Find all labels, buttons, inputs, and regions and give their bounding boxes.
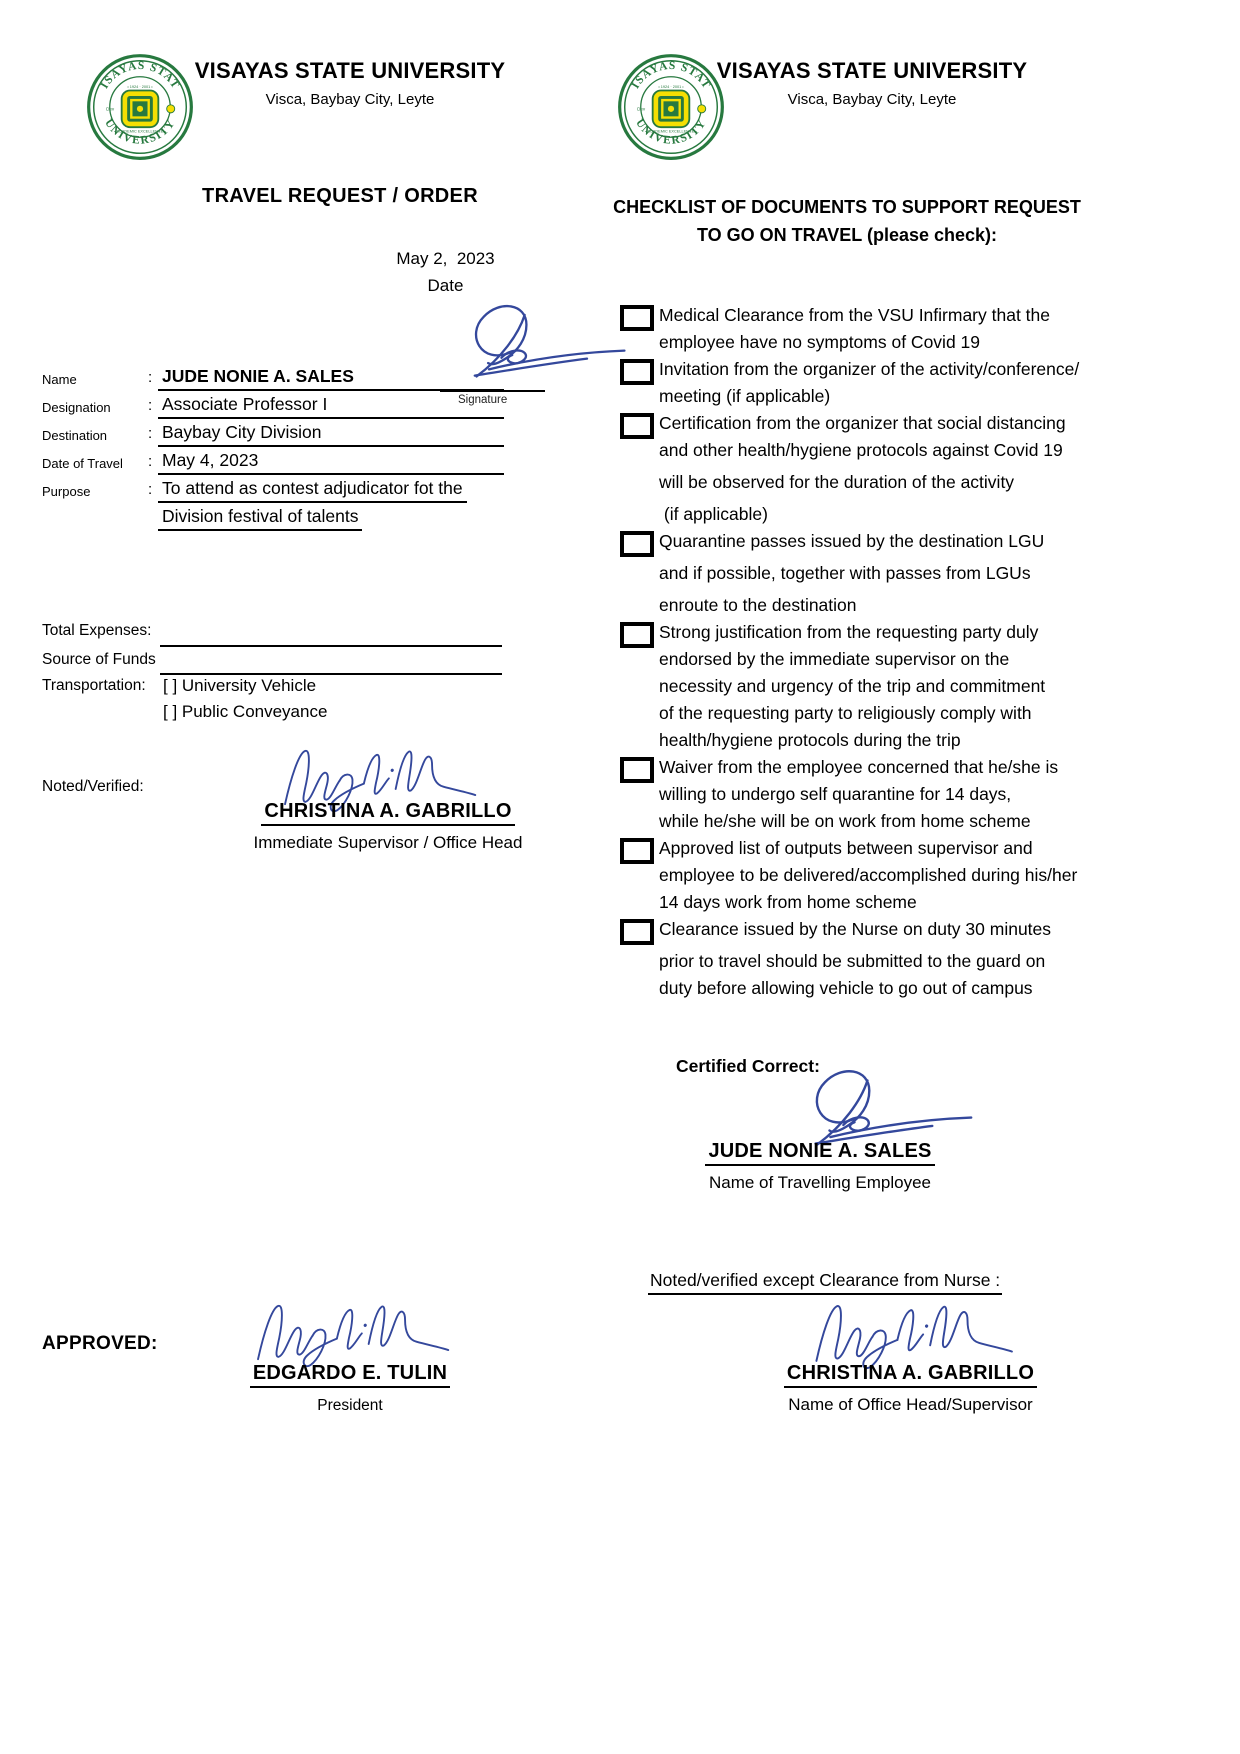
transportation-label: Transportation: (42, 677, 146, 694)
checklist-line: endorsed by the immediate supervisor on the (659, 649, 1010, 669)
checkbox[interactable] (620, 919, 654, 945)
checklist-line: of the requesting party to religiously comply with (659, 703, 1032, 723)
checklist-line: employee have no symptoms of Covid 19 (659, 332, 980, 352)
checkbox[interactable] (620, 305, 654, 331)
university-name: VISAYAS STATE UNIVERSITY (716, 58, 1028, 83)
checklist-item-certification (620, 410, 1170, 528)
field-value-name[interactable]: JUDE NONIE A. SALES (158, 366, 504, 391)
field-colon: : (148, 397, 153, 414)
noted-verified-block (212, 800, 564, 853)
checklist-title-line2: TO GO ON TRAVEL (please check): (696, 225, 998, 245)
president-signature-image (228, 1297, 476, 1369)
noted-verified-label: Noted/Verified: (42, 778, 144, 795)
checklist-line: prior to travel should be submitted to the guard on (659, 951, 1046, 971)
certified-correct-label: Certified Correct: (676, 1056, 820, 1076)
approved-label: APPROVED: (42, 1333, 158, 1354)
checklist-line: and other health/hygiene protocols against Covid 19 (659, 440, 1063, 460)
checkbox[interactable] (620, 757, 654, 783)
total-expenses-line[interactable] (160, 645, 502, 647)
checklist-line: while he/she will be on work from home scheme (659, 811, 1031, 831)
office-head-name: CHRISTINA A. GABRILLO (784, 1362, 1037, 1388)
travelling-employee-caption: Name of Travelling Employee (708, 1173, 932, 1192)
checkbox[interactable] (620, 531, 654, 557)
field-colon: : (148, 453, 153, 470)
checklist-item-nurse-clearance (620, 916, 1170, 1002)
field-value-purpose-line1[interactable]: To attend as contest adjudicator fot the (158, 478, 467, 503)
header-right (712, 58, 1032, 108)
signature-caption: Signature (458, 394, 508, 406)
checklist-line: health/hygiene protocols during the trip (659, 730, 961, 750)
header-left (190, 58, 510, 108)
field-colon: : (148, 369, 153, 386)
checklist-line: Certification from the organizer that social distancing (659, 413, 1066, 433)
checklist-items (620, 302, 1170, 1002)
checklist-title (566, 193, 1128, 249)
checklist-title-line1: CHECKLIST OF DOCUMENTS TO SUPPORT REQUEST (613, 197, 1081, 217)
checklist-item-quarantine-passes (620, 528, 1170, 619)
supervisor-title: Immediate Supervisor / Office Head (253, 833, 523, 852)
checklist-line: duty before allowing vehicle to go out of campus (659, 978, 1033, 998)
field-colon: : (148, 425, 153, 442)
checkbox[interactable] (620, 413, 654, 439)
checklist-line: necessity and urgency of the trip and commitment (659, 676, 1046, 696)
field-label-designation: Designation (42, 400, 111, 415)
checkbox[interactable] (620, 838, 654, 864)
checklist-line: Strong justification from the requesting party duly (659, 622, 1039, 642)
office-head-signature-image (782, 1297, 1044, 1371)
checklist-line: enroute to the destination (659, 595, 857, 615)
checklist-line: Medical Clearance from the VSU Infirmary that the (659, 305, 1050, 325)
checklist-line: 14 days work from home scheme (659, 892, 917, 912)
field-label-name: Name (42, 372, 77, 387)
field-value-designation[interactable]: Associate Professor I (158, 394, 504, 419)
supervisor-name: CHRISTINA A. GABRILLO (261, 800, 514, 826)
checklist-item-waiver (620, 754, 1170, 835)
transport-option-public-conveyance[interactable]: [ ] Public Conveyance (163, 702, 328, 721)
university-seal-left (85, 52, 195, 162)
university-address: Visca, Baybay City, Leyte (787, 91, 957, 108)
certified-correct-block (645, 1140, 995, 1193)
university-name: VISAYAS STATE UNIVERSITY (194, 58, 506, 83)
checklist-item-medical-clearance (620, 302, 1170, 356)
field-label-purpose: Purpose (42, 484, 91, 499)
president-name: EDGARDO E. TULIN (250, 1362, 450, 1388)
checklist-line: employee to be delivered/accomplished during his/her (659, 865, 1078, 885)
office-head-caption: Name of Office Head/Supervisor (788, 1395, 1033, 1414)
total-expenses-label: Total Expenses: (42, 622, 152, 639)
checklist-line: willing to undergo self quarantine for 14 days, (659, 784, 1012, 804)
approved-block (175, 1362, 525, 1415)
checkbox[interactable] (620, 359, 654, 385)
travel-request-title: TRAVEL REQUEST / ORDER (202, 185, 478, 207)
president-caption: President (317, 1397, 383, 1414)
checklist-line: Invitation from the organizer of the activity/conference/ (659, 359, 1080, 379)
checklist-item-invitation (620, 356, 1170, 410)
travelling-employee-name: JUDE NONIE A. SALES (705, 1140, 934, 1166)
checklist-line: will be observed for the duration of the activity (659, 472, 1015, 492)
field-value-purpose-line2[interactable]: Division festival of talents (158, 506, 362, 531)
checklist-item-approved-outputs (620, 835, 1170, 916)
checklist-line: Approved list of outputs between supervisor and (659, 838, 1033, 858)
transport-option-university-vehicle[interactable]: [ ] University Vehicle (163, 676, 317, 695)
request-date-value: May 2, 2023 (396, 249, 495, 268)
checklist-line: (if applicable) (659, 504, 768, 524)
traveller-signature-image (748, 1062, 998, 1150)
request-date-label: Date (427, 276, 464, 295)
source-of-funds-line[interactable] (160, 673, 502, 675)
university-seal-right (616, 52, 726, 162)
office-head-block (733, 1362, 1088, 1415)
checklist-item-strong-justification (620, 619, 1170, 754)
checklist-line: Quarantine passes issued by the destination LGU (659, 531, 1045, 551)
checkbox[interactable] (620, 622, 654, 648)
checklist-line: and if possible, together with passes from LGUs (659, 563, 1031, 583)
field-value-destination[interactable]: Baybay City Division (158, 422, 504, 447)
noted-except-wrap (648, 1270, 1002, 1295)
checklist-line: Clearance issued by the Nurse on duty 30 minutes (659, 919, 1052, 939)
checklist-line: meeting (if applicable) (659, 386, 831, 406)
university-address: Visca, Baybay City, Leyte (265, 91, 435, 108)
field-colon: : (148, 481, 153, 498)
checklist-line: Waiver from the employee concerned that he/she is (659, 757, 1059, 777)
source-of-funds-label: Source of Funds (42, 651, 156, 668)
field-label-destination: Destination (42, 428, 108, 443)
field-label-date-of-travel: Date of Travel (42, 456, 123, 471)
field-value-date-of-travel[interactable]: May 4, 2023 (158, 450, 504, 475)
noted-except-label: Noted/verified except Clearance from Nurse : (648, 1270, 1002, 1295)
